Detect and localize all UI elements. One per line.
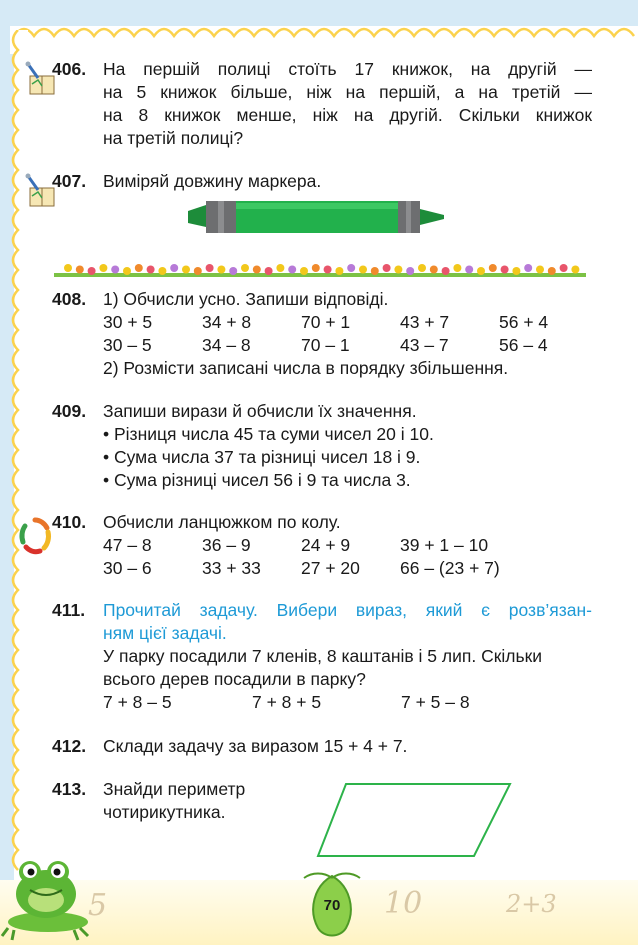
flower — [147, 266, 155, 274]
flower — [300, 267, 308, 275]
problem-412 — [52, 735, 592, 758]
bullet-item: • Різниця числа 45 та суми чисел 20 і 10. — [103, 424, 434, 444]
marker-illustration — [188, 197, 444, 237]
flower — [265, 267, 273, 275]
expression: 33 + 33 — [202, 558, 261, 578]
flower — [383, 264, 391, 272]
problem-408 — [52, 288, 592, 380]
problem-text — [103, 400, 592, 492]
flower — [524, 264, 532, 272]
problem-text — [103, 288, 592, 380]
problem-text — [103, 599, 592, 714]
expression: 36 – 9 — [202, 535, 251, 555]
expression: 34 + 8 — [202, 312, 252, 332]
scallop-border-top — [0, 18, 638, 54]
expression: 39 + 1 – 10 — [400, 535, 489, 555]
bullet-item: • Сума різниці чисел 56 і 9 та числа 3. — [103, 470, 411, 490]
flower — [229, 267, 237, 275]
problem-410 — [52, 511, 592, 580]
expression: 30 + 5 — [103, 312, 153, 332]
expression: 43 + 7 — [400, 312, 450, 332]
expression-row — [103, 534, 592, 557]
problem-number: 411. — [52, 600, 86, 620]
problem-406 — [52, 58, 592, 150]
expression: 47 – 8 — [103, 535, 152, 555]
flower — [453, 264, 461, 272]
flower — [88, 267, 96, 275]
decor-number: 10 — [384, 886, 423, 921]
problem-number: 408. — [52, 289, 87, 309]
expression: 70 + 1 — [301, 312, 351, 332]
flower — [512, 267, 520, 275]
expression: 30 – 5 — [103, 335, 152, 355]
expression: 70 – 1 — [301, 335, 350, 355]
flower — [206, 264, 214, 272]
text-line: на 5 книжок більше, ніж на першій, а на третій — — [103, 82, 592, 102]
text-line: На першій полиці стоїть 17 книжок, на другій — — [103, 59, 592, 79]
expression: 66 – (23 + 7) — [400, 558, 500, 578]
problem-text — [103, 58, 592, 150]
flower — [288, 266, 296, 274]
decor-number: 2+3 — [506, 890, 557, 918]
flower — [76, 266, 84, 274]
expression-row — [103, 557, 592, 580]
flower — [477, 267, 485, 275]
flower — [560, 264, 568, 272]
page-number: 70 — [323, 897, 341, 914]
flower — [489, 264, 497, 272]
story-line: У парку посадили 7 кленів, 8 каштанів і 5 лип. Скільки — [103, 646, 543, 666]
problem-409 — [52, 400, 592, 492]
flower — [501, 266, 509, 274]
flower — [170, 264, 178, 272]
problem-number: 410. — [52, 512, 87, 532]
expression: 30 – 6 — [103, 558, 152, 578]
expression: 56 + 4 — [499, 312, 549, 332]
flower — [347, 264, 355, 272]
flower — [406, 267, 414, 275]
answer-option: 7 + 8 + 5 — [252, 692, 322, 712]
flower — [465, 266, 473, 274]
problem-411 — [52, 599, 592, 714]
problem-text: Виміряй довжину маркера. — [103, 171, 322, 191]
flower — [241, 264, 249, 272]
flower — [253, 266, 261, 274]
flower — [430, 266, 438, 274]
problem-number: 412. — [52, 736, 87, 756]
flower — [548, 267, 556, 275]
instruction-line: Прочитай задачу. Вибери вираз, який є розв’язан- — [103, 600, 592, 620]
answer-option: 7 + 8 – 5 — [103, 692, 172, 712]
bullet-item: • Сума числа 37 та різниці чисел 18 і 9. — [103, 447, 421, 467]
parallelogram-figure — [314, 780, 514, 860]
flower — [123, 267, 131, 275]
decor-number: 5 — [88, 888, 108, 923]
answer-option: 7 + 5 – 8 — [401, 692, 470, 712]
flower — [312, 264, 320, 272]
answer-options — [103, 691, 592, 714]
flower-divider — [54, 258, 586, 280]
text-line: на 8 книжок менше, ніж на другій. Скільки книжок — [103, 105, 592, 125]
text-line: Знайди периметр — [103, 779, 246, 799]
text-line: чотирикутника. — [103, 802, 226, 822]
task-1: 1) Обчисли усно. Запиши відповіді. — [103, 289, 389, 309]
expression: 56 – 4 — [499, 335, 548, 355]
flower — [442, 267, 450, 275]
problem-number: 409. — [52, 401, 87, 421]
flower — [359, 266, 367, 274]
flower — [324, 266, 332, 274]
frog-icon — [0, 852, 100, 942]
expression-row — [103, 334, 592, 357]
flower — [64, 264, 72, 272]
flower — [217, 266, 225, 274]
expression-row — [103, 311, 592, 334]
task-2: 2) Розмісти записані числа в порядку збільшення. — [103, 358, 509, 378]
problem-407 — [52, 170, 592, 193]
flower — [276, 264, 284, 272]
flower — [394, 266, 402, 274]
instruction: Обчисли ланцюжком по колу. — [103, 512, 341, 532]
expression: 34 – 8 — [202, 335, 251, 355]
flower — [536, 266, 544, 274]
flower — [194, 267, 202, 275]
expression: 27 + 20 — [301, 558, 360, 578]
flower — [111, 266, 119, 274]
flower — [158, 267, 166, 275]
problem-number: 407. — [52, 171, 87, 191]
expression: 43 – 7 — [400, 335, 449, 355]
instruction-line: ням цієї задачі. — [103, 623, 227, 643]
problem-text — [103, 511, 592, 580]
flower — [371, 267, 379, 275]
story-line: всього дерев посадили в парку? — [103, 669, 366, 689]
text-line: на третій полиці? — [103, 128, 244, 148]
flower — [571, 266, 579, 274]
scallop-border-left — [8, 30, 28, 880]
flower — [182, 266, 190, 274]
flower — [135, 264, 143, 272]
grass-strip — [54, 273, 586, 277]
instruction: Запиши вирази й обчисли їх значення. — [103, 401, 417, 421]
expression: 24 + 9 — [301, 535, 351, 555]
problem-number: 413. — [52, 779, 87, 799]
flower — [418, 264, 426, 272]
problem-text: Склади задачу за виразом 15 + 4 + 7. — [103, 736, 408, 756]
flower — [335, 267, 343, 275]
chain-circle-icon — [18, 516, 52, 556]
flower — [99, 264, 107, 272]
problem-number: 406. — [52, 59, 87, 79]
